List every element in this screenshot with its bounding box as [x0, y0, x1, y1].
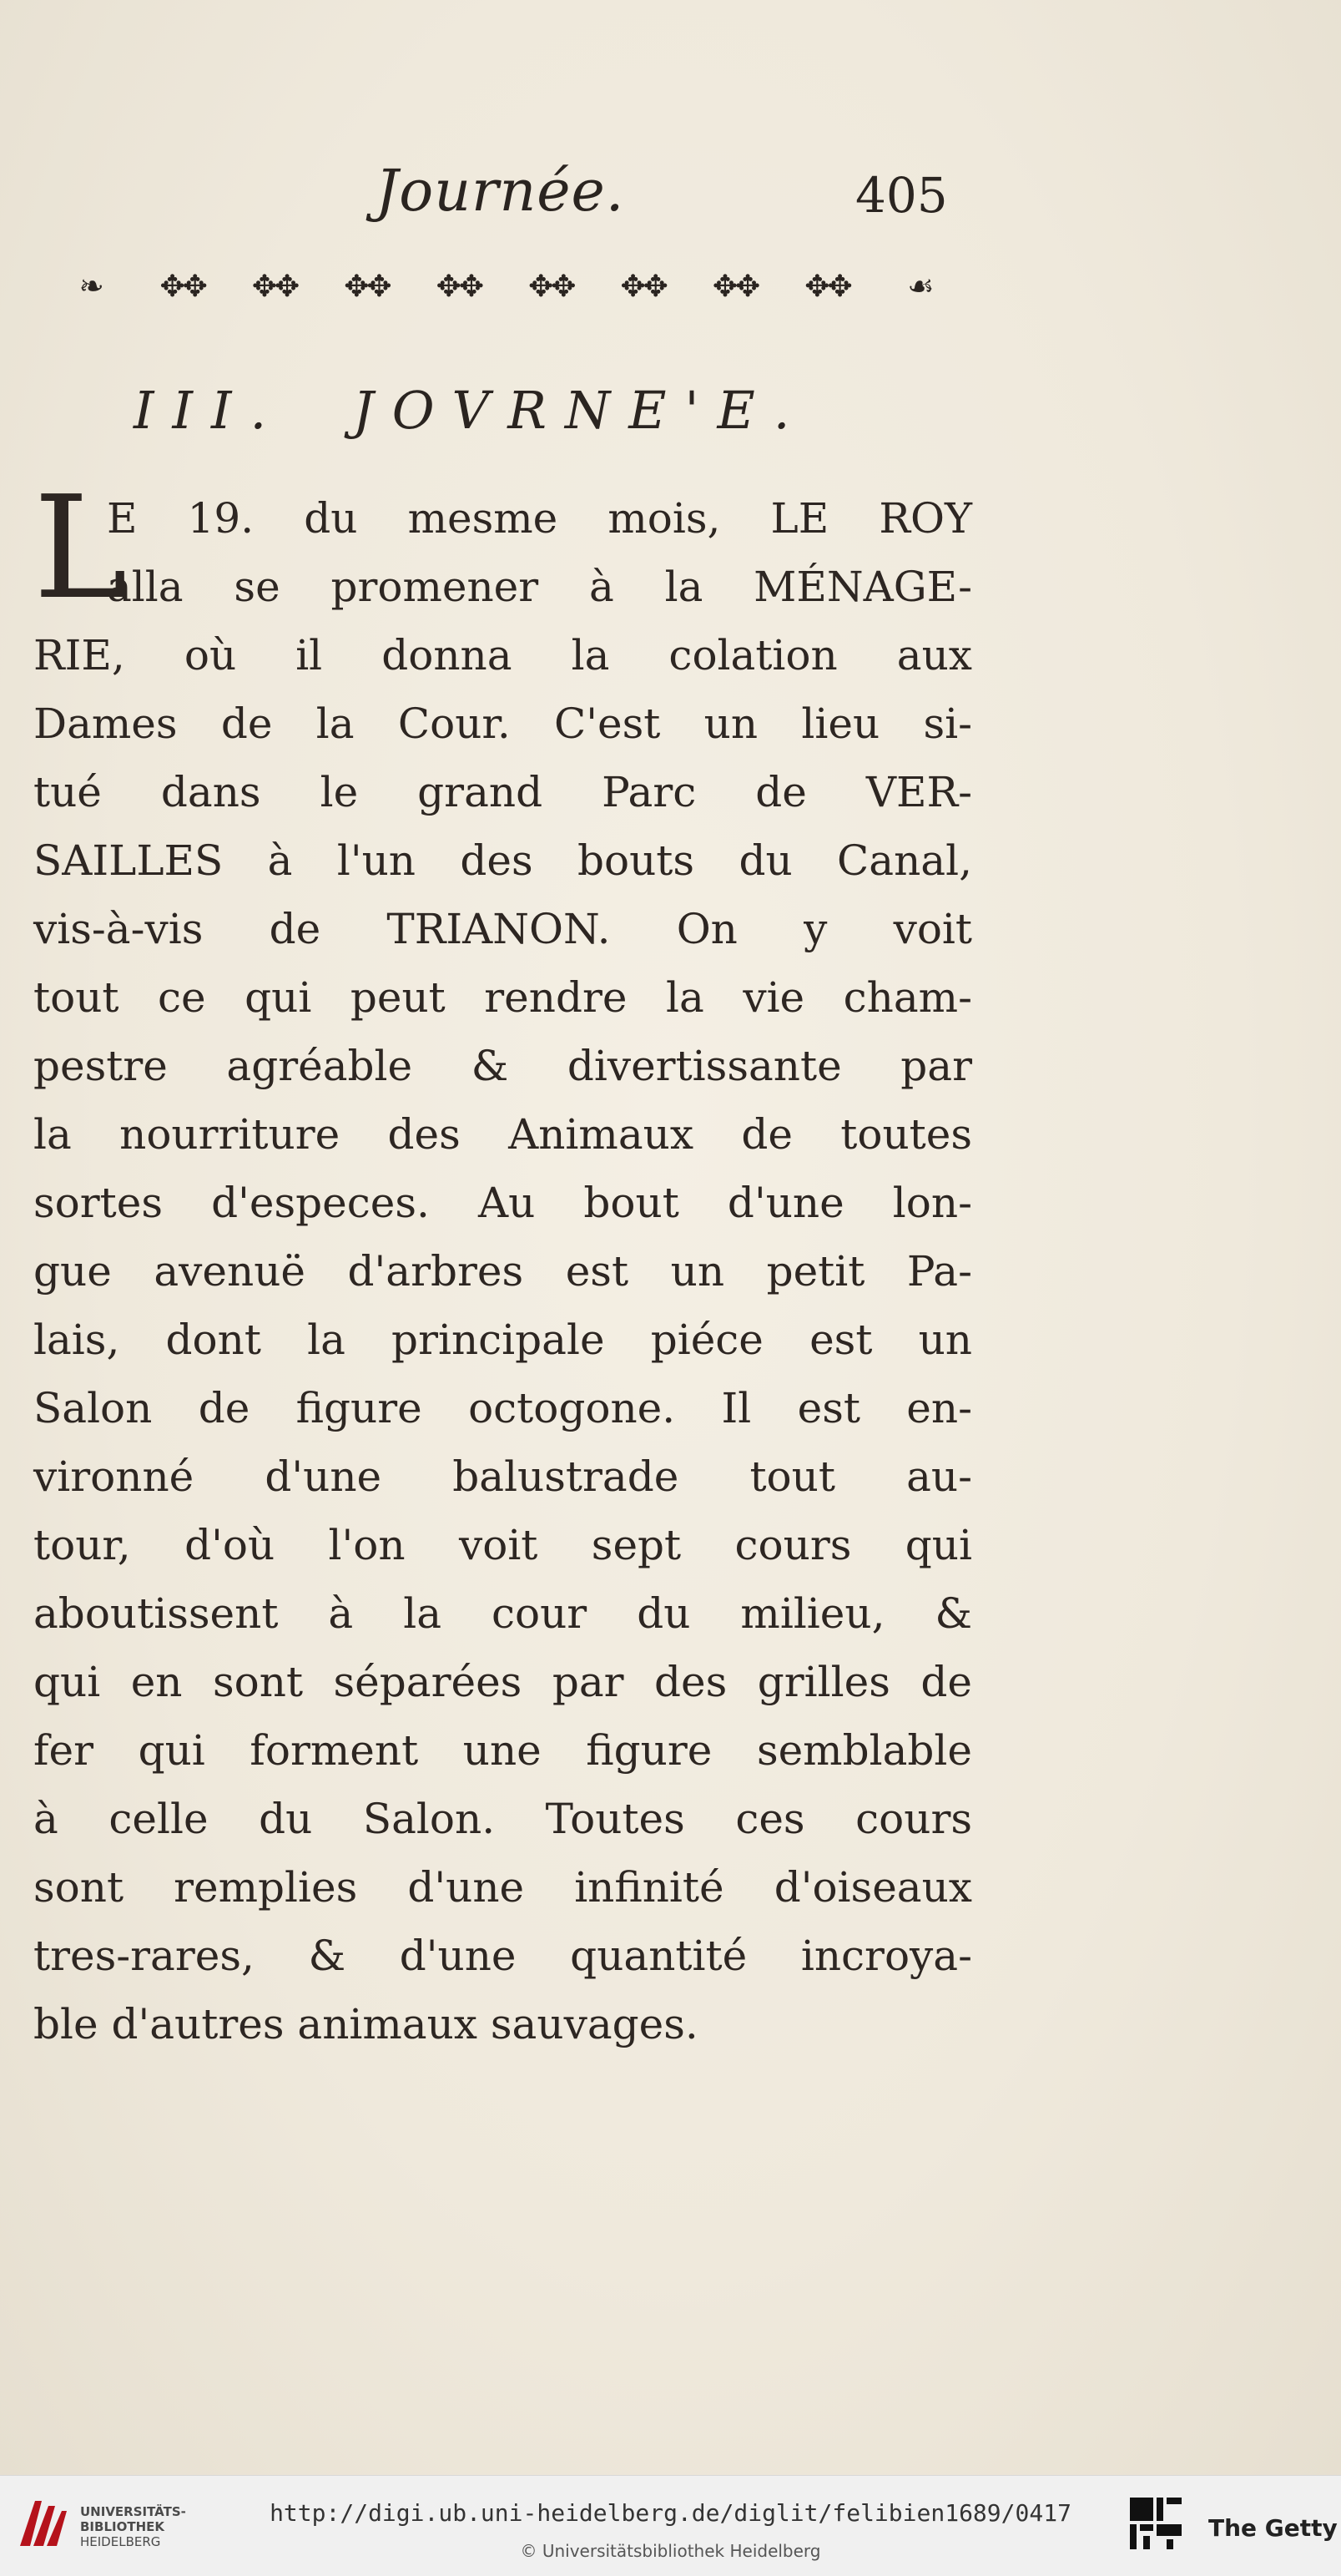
copyright-notice: © Universitätsbibliothek Heidelberg: [520, 2541, 821, 2561]
ornament-piece: ✥✥: [804, 272, 850, 302]
text-line: tour, d'où l'on voit sept cours qui: [33, 1521, 972, 1569]
text-line: tout ce qui peut rendre la vie cham-: [33, 973, 972, 1022]
text-line: pestre agréable & divertissante par: [33, 1042, 972, 1090]
text-line-content: E 19. du mesme mois, LE ROY: [107, 494, 972, 543]
text-line: aboutissent à la cour du milieu, &: [33, 1589, 972, 1638]
text-line: Dames de la Cour. C'est un lieu si-: [33, 700, 972, 748]
running-head: [0, 159, 1341, 234]
text-line: SAILLES à l'un des bouts du Canal,: [33, 836, 972, 885]
ornament-piece: ✥✥: [528, 272, 574, 302]
text-line: qui en sont séparées par des grilles de: [33, 1658, 972, 1706]
text-line: gue avenuë d'arbres est un petit Pa-: [33, 1247, 972, 1296]
text-line: tres-rares, & d'une quantité incroya-: [33, 1932, 972, 1980]
ornament-piece: ☙: [907, 272, 932, 302]
text-line: vironné d'une balustrade tout au-: [33, 1452, 972, 1501]
text-line: sont remplies d'une infinité d'oiseaux: [33, 1863, 972, 1912]
text-line: sortes d'especes. Au bout d'une lon-: [33, 1179, 972, 1227]
ornamental-band: [50, 265, 960, 309]
ornament-piece: ✥✥: [436, 272, 481, 302]
text-line: ble d'autres animaux sauvages.: [33, 2000, 698, 2048]
text-line: RIE, où il donna la colation aux: [33, 631, 972, 679]
running-head-title: Journée.: [376, 159, 625, 225]
ornament-piece: ❧: [78, 272, 102, 302]
text-line: Salon de figure octogone. Il est en-: [33, 1384, 972, 1432]
text-line: tué dans le grand Parc de VER-: [33, 768, 972, 816]
text-line: à celle du Salon. Toutes ces cours: [33, 1795, 972, 1843]
text-line: vis-à-vis de TRIANON. On y voit: [33, 905, 972, 953]
text-line: la nourriture des Animaux de toutes: [33, 1110, 972, 1159]
institution-line-2: BIBLIOTHEK: [80, 2519, 164, 2534]
permalink-url[interactable]: http://digi.ub.uni-heidelberg.de/diglit/felibien1689/0417: [270, 2499, 1071, 2527]
viewer-footer: [0, 2475, 1341, 2576]
ornament-piece: ✥✥: [344, 272, 390, 302]
text-line: lais, dont la principale piéce est un: [33, 1316, 972, 1364]
institution-line-3: HEIDELBERG: [80, 2534, 161, 2549]
drop-cap: L: [33, 466, 128, 631]
getty-logo-icon[interactable]: [1127, 2494, 1185, 2553]
institution-line-1: UNIVERSITÄTS-: [80, 2504, 186, 2519]
ornament-piece: ✥✥: [159, 272, 205, 302]
body-text: [33, 466, 972, 2058]
text-line: fer qui forment une figure semblable: [33, 1726, 972, 1775]
ornament-piece: ✥✥: [620, 272, 666, 302]
ornament-piece: ✥✥: [251, 272, 298, 302]
ornament-piece: ✥✥: [712, 272, 759, 302]
page-number: 405: [855, 167, 948, 224]
text-line: alla se promener à la MÉNAGE-: [107, 563, 972, 611]
chapter-heading: III. JOVRNE'E.: [134, 380, 809, 441]
partner-name[interactable]: The Getty: [1208, 2514, 1338, 2542]
